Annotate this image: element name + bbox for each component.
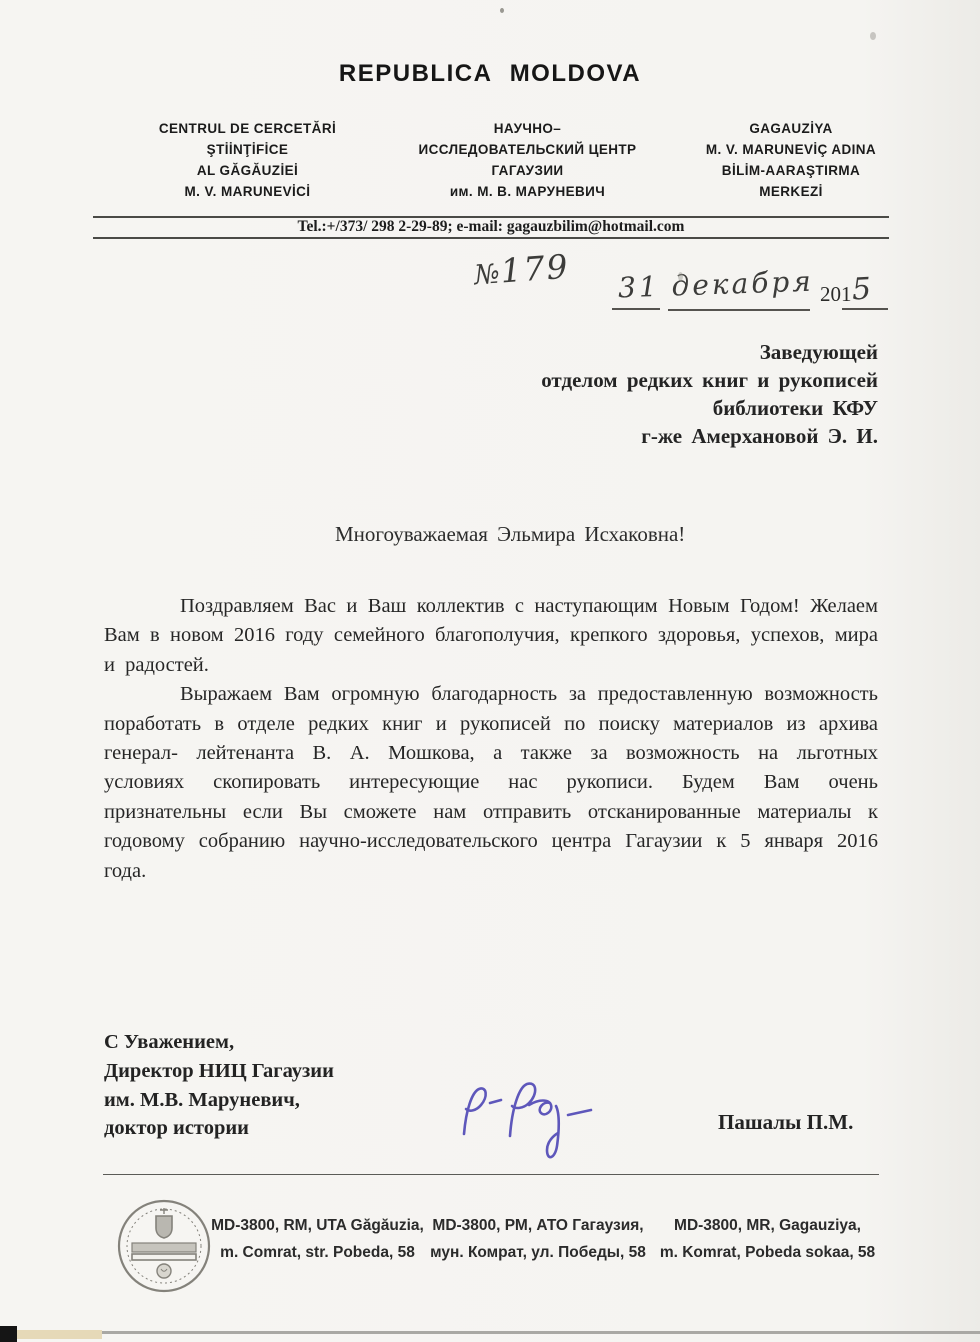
address-line: MD-3800, РМ, АТО Гагаузия, xyxy=(432,1217,644,1234)
letterhead-line: ГАГАУЗИИ xyxy=(491,163,564,178)
footer-address-gagauz xyxy=(650,1212,885,1266)
scan-speck xyxy=(678,272,683,281)
letterhead-line: M. V. MARUNEVİÇ ADINA xyxy=(705,142,877,157)
address-line: MD-3800, RM, UTA Găgăuzia, xyxy=(211,1217,424,1234)
closing-line: им. М.В. Маруневич, xyxy=(104,1088,300,1111)
letterhead-line: CENTRUL DE CERCETĂRİ xyxy=(158,121,337,136)
letterhead-right-column xyxy=(662,118,920,202)
number-value: 179 xyxy=(499,246,571,291)
handwritten-signature-icon xyxy=(452,1072,612,1177)
signer-name: Пашалы П.М. xyxy=(718,1110,854,1134)
letterhead-line: НАУЧНО– xyxy=(493,121,562,136)
footer-address-russian xyxy=(428,1212,648,1266)
recipient-line: г-же Амерхановой Э. И. xyxy=(641,424,878,448)
date-underline xyxy=(612,308,660,310)
handwritten-year-digit: 5 xyxy=(851,271,872,308)
year-underline xyxy=(842,308,888,310)
scan-speck xyxy=(870,32,876,40)
reference-number xyxy=(473,247,571,293)
letterhead-line: ИССЛЕДОВАТЕЛЬСКИЙ ЦЕНТР xyxy=(418,142,637,157)
round-institution-seal-icon xyxy=(112,1196,216,1300)
scan-edge-artifact xyxy=(17,1330,102,1339)
footer-divider xyxy=(103,1174,879,1175)
scan-edge-artifact xyxy=(102,1331,980,1334)
letterhead-left-column xyxy=(100,118,395,202)
contact-info: Tel.:+/373/ 298 2-29-89; e-mail: gagauzbilim@hotmail.com xyxy=(297,218,685,235)
letterhead-line: им. М. В. МАРУНЕВИЧ xyxy=(449,184,606,199)
footer-address-romanian xyxy=(210,1212,425,1266)
closing-line: С Уважением, xyxy=(104,1031,235,1053)
letter-body xyxy=(104,592,878,886)
recipient-line: Заведующей xyxy=(759,340,878,364)
recipient-block xyxy=(541,338,878,450)
body-paragraph: Поздравляем Вас и Ваш коллектив с наступающим Новым Годом! Желаем Вам в новом 2016 году семейного благополучия, крепкого здоровья, успехов, мира и радостей. xyxy=(104,595,878,676)
letterhead-line: M. V. MARUNEVİCİ xyxy=(184,184,311,199)
handwritten-date: 31 декабря xyxy=(617,264,815,305)
closing-line: Директор НИЦ Гагаузии xyxy=(104,1059,334,1082)
letterhead-line: ŞTİİNŢİFİCE xyxy=(206,142,289,157)
document-title: REPUBLICA MOLDOVA xyxy=(338,60,642,87)
address-line: MD-3800, MR, Gagauziya, xyxy=(674,1217,861,1234)
address-line: мун. Комрат, ул. Победы, 58 xyxy=(430,1244,646,1261)
closing-line: доктор истории xyxy=(104,1117,249,1140)
number-sign: № xyxy=(473,258,502,292)
address-line: m. Comrat, str. Pobeda, 58 xyxy=(220,1244,415,1261)
letterhead-line: MERKEZİ xyxy=(759,184,823,199)
header-divider-bottom xyxy=(93,237,889,239)
date-underline xyxy=(668,309,810,311)
letterhead-line: GAGAUZİYA xyxy=(749,121,833,136)
letterhead-line: BİLİM-AARAŞTIRMA xyxy=(721,163,861,178)
letterhead-line: AL GĂGĂUZİEİ xyxy=(196,163,299,178)
scan-speck xyxy=(500,8,504,13)
recipient-line: библиотеки КФУ xyxy=(712,396,878,420)
closing-block xyxy=(104,1028,334,1143)
letterhead-center-column xyxy=(385,118,670,202)
printed-year: 201 xyxy=(820,282,852,306)
scan-edge-artifact xyxy=(0,1326,17,1342)
salutation: Многоуважаемая Эльмира Исхаковна! xyxy=(335,522,686,546)
body-paragraph: Выражаем Вам огромную благодарность за предоставленную возможность поработать в отделе редких книг и рукописей по поиску материалов из архива генерал- лейтенанта В. А. Мошкова, а также за возможность на льготных условиях скопировать интересующие нас рукописи. Будем Вам очень признательны если Вы сможете нам отправить отсканированные материалы к годовому собранию научно-исследовательского центра Гагаузии к 5 января 2016 года. xyxy=(104,683,878,882)
address-line: m. Komrat, Pobeda sokaa, 58 xyxy=(659,1244,876,1261)
recipient-line: отделом редких книг и рукописей xyxy=(541,368,878,392)
